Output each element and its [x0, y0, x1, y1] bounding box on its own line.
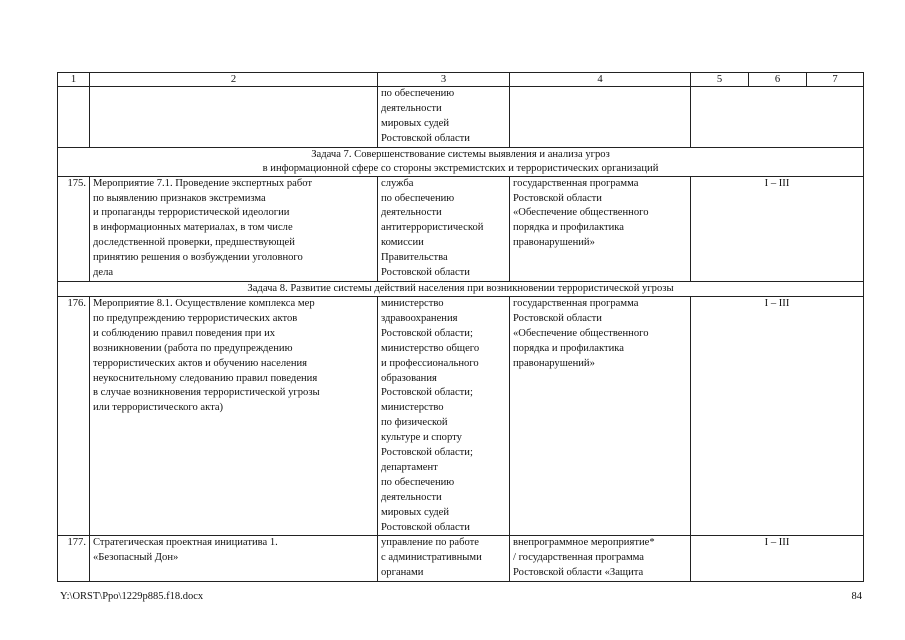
- period-cell: I – III: [691, 176, 864, 281]
- measures-table: [57, 72, 864, 582]
- text-line: и пропаганды террористической идеологии: [93, 207, 290, 219]
- text-line: и соблюдению правил поведения при их: [93, 327, 276, 339]
- program-cell: [510, 536, 691, 582]
- measure-cell: [90, 176, 378, 281]
- text-line: Стратегическая проектная инициатива 1.: [93, 537, 278, 549]
- text-line: министерство: [381, 402, 444, 414]
- text-line: правонарушений»: [513, 357, 595, 369]
- text-line: Ростовской области;: [381, 387, 473, 399]
- text-line: порядка и профилактика: [513, 222, 624, 234]
- text-line: террористических актов и обучению населения: [93, 357, 308, 369]
- text-line: мировых судей: [381, 117, 449, 129]
- text-line: «Безопасный Дон»: [93, 552, 179, 564]
- text-line: Мероприятие 7.1. Проведение экспертных работ: [93, 177, 312, 189]
- measure-cell: [90, 296, 378, 536]
- text-line: по обеспечению: [381, 88, 455, 99]
- text-line: Мероприятие 8.1. Осуществление комплекса мер: [93, 297, 315, 309]
- text-line: деятельности: [381, 207, 442, 219]
- col-header-2: 2: [90, 73, 378, 87]
- task-7-line-1: Задача 7. Совершенствование системы выявления и анализа угроз: [311, 148, 610, 160]
- text-line: с административными: [381, 552, 482, 564]
- text-line: служба: [381, 177, 414, 189]
- text-line: правонарушений»: [513, 237, 595, 249]
- measure-cell: [90, 87, 378, 148]
- row-number: 176.: [58, 296, 90, 536]
- text-line: Ростовской области: [381, 132, 470, 144]
- text-line: Правительства: [381, 252, 448, 264]
- text-line: государственная программа: [513, 177, 639, 189]
- table-row-177: [58, 536, 864, 582]
- column-number-row: [58, 73, 864, 87]
- col-header-1: 1: [58, 73, 90, 87]
- text-line: по обеспечению: [381, 476, 455, 488]
- text-line: неукоснительному следованию правил поведения: [93, 372, 318, 384]
- program-cell: [510, 296, 691, 536]
- measure-cell: [90, 536, 378, 582]
- task-8-line-1: Задача 8. Развитие системы действий населения при возникновении террористической угрозы: [247, 282, 674, 294]
- text-line: дела: [93, 267, 114, 279]
- task-heading-row: [58, 147, 864, 176]
- table-row-175: [58, 176, 864, 281]
- text-line: принятию решения о возбуждении уголовного: [93, 252, 303, 264]
- text-line: Ростовской области «Защита: [513, 567, 644, 579]
- text-line: антитеррористической: [381, 222, 484, 234]
- col-header-4: 4: [510, 73, 691, 87]
- text-line: порядка и профилактика: [513, 342, 624, 354]
- text-line: Ростовской области: [513, 192, 602, 204]
- table-row-176: [58, 296, 864, 536]
- col-header-7: 7: [807, 73, 864, 87]
- text-line: государственная программа: [513, 297, 639, 309]
- executor-cell: [378, 536, 510, 582]
- executor-cell: [378, 87, 510, 148]
- text-line: министерство: [381, 297, 444, 309]
- task-7-heading: [58, 147, 864, 176]
- text-line: здравоохранения: [381, 312, 458, 324]
- text-line: возникновении (работа по предупреждению: [93, 342, 293, 354]
- footer-page-number: 84: [851, 591, 862, 602]
- text-line: деятельности: [381, 491, 442, 503]
- text-line: или террористического акта): [93, 402, 224, 414]
- row-number-cell: [58, 87, 90, 148]
- row-number: 175.: [58, 176, 90, 281]
- text-line: управление по работе: [381, 537, 479, 549]
- text-line: Ростовской области: [513, 312, 602, 324]
- text-line: департамент: [381, 461, 438, 473]
- text-line: по физической: [381, 417, 448, 429]
- text-line: по предупреждению террористических актов: [93, 312, 298, 324]
- col-header-6: 6: [749, 73, 807, 87]
- text-line: министерство общего: [381, 342, 480, 354]
- text-line: и профессионального: [381, 357, 479, 369]
- text-line: органами: [381, 567, 424, 579]
- text-line: Ростовской области;: [381, 447, 473, 459]
- text-line: «Обеспечение общественного: [513, 327, 649, 339]
- table-row-continuation: [58, 87, 864, 148]
- col-header-3: 3: [378, 73, 510, 87]
- col-header-5: 5: [691, 73, 749, 87]
- executor-cell: [378, 296, 510, 536]
- program-cell: [510, 87, 691, 148]
- row-number: 177.: [58, 536, 90, 582]
- executor-cell: [378, 176, 510, 281]
- text-line: мировых судей: [381, 506, 449, 518]
- text-line: комиссии: [381, 237, 424, 249]
- period-cell: I – III: [691, 296, 864, 536]
- task-7-line-2: в информационной сфере со стороны экстремистских и террористических организаций: [262, 162, 659, 174]
- text-line: «Обеспечение общественного: [513, 207, 649, 219]
- text-line: Ростовской области;: [381, 327, 473, 339]
- footer-file-path: Y:\ORST\Ppo\1229p885.f18.docx: [60, 591, 204, 602]
- task-8-heading: [58, 281, 864, 296]
- text-line: по обеспечению: [381, 192, 455, 204]
- text-line: культуре и спорту: [381, 432, 462, 444]
- text-line: доследственной проверки, предшествующей: [93, 237, 295, 249]
- text-line: по выявлению признаков экстремизма: [93, 192, 266, 204]
- text-line: образования: [381, 372, 437, 384]
- period-cell: I – III: [691, 536, 864, 582]
- text-line: Ростовской области: [381, 267, 470, 279]
- program-cell: [510, 176, 691, 281]
- text-line: / государственная программа: [513, 552, 644, 564]
- task-heading-row: [58, 281, 864, 296]
- text-line: Ростовской области: [381, 521, 470, 533]
- text-line: в информационных материалах, в том числе: [93, 222, 293, 234]
- period-cell: [691, 87, 864, 148]
- text-line: внепрограммное мероприятие*: [513, 537, 655, 549]
- text-line: в случае возникновения террористической угрозы: [93, 387, 320, 399]
- text-line: деятельности: [381, 102, 442, 114]
